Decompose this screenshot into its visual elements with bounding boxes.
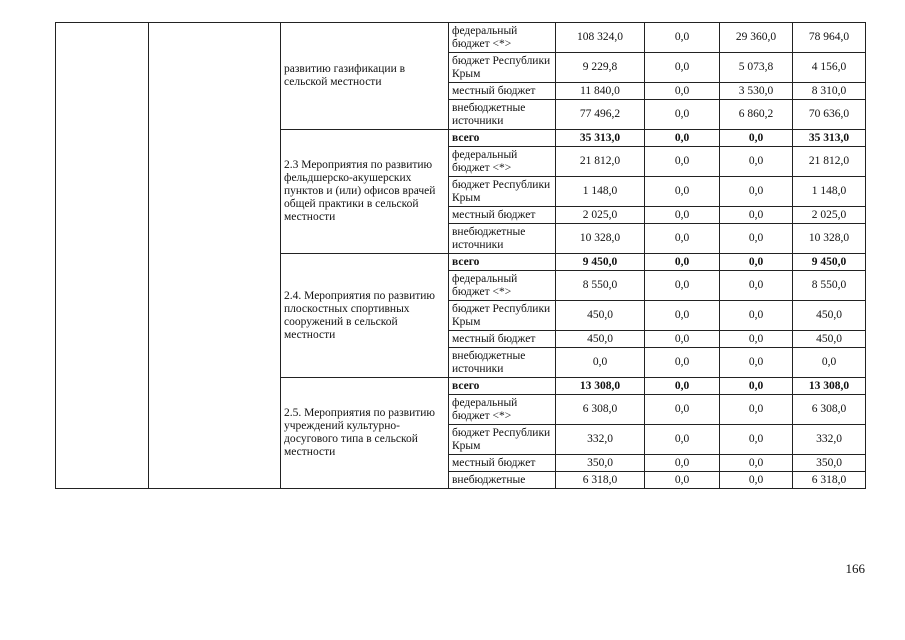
funding-source: местный бюджет	[449, 207, 556, 224]
amount-cell: 78 964,0	[793, 23, 866, 53]
funding-source: местный бюджет	[449, 455, 556, 472]
amount-cell: 0,0	[645, 301, 720, 331]
program-name: 2.5. Мероприятия по развитию учреждений культурно-досугового типа в сельской местности	[281, 378, 449, 489]
amount-cell: 0,0	[645, 331, 720, 348]
amount-cell: 0,0	[645, 100, 720, 130]
amount-cell: 10 328,0	[556, 224, 645, 254]
amount-cell: 0,0	[645, 378, 720, 395]
amount-cell: 0,0	[645, 455, 720, 472]
amount-cell: 108 324,0	[556, 23, 645, 53]
funding-source: федеральный бюджет <*>	[449, 23, 556, 53]
blank-col-1	[56, 23, 149, 489]
amount-cell: 0,0	[720, 331, 793, 348]
amount-cell: 0,0	[720, 271, 793, 301]
amount-cell: 0,0	[720, 348, 793, 378]
amount-cell: 21 812,0	[556, 147, 645, 177]
amount-cell: 0,0	[720, 395, 793, 425]
amount-cell: 0,0	[645, 207, 720, 224]
amount-cell: 8 310,0	[793, 83, 866, 100]
amount-cell: 0,0	[645, 395, 720, 425]
amount-cell: 6 308,0	[793, 395, 866, 425]
amount-cell: 0,0	[645, 177, 720, 207]
amount-cell: 0,0	[556, 348, 645, 378]
amount-cell: 0,0	[720, 130, 793, 147]
amount-cell: 6 860,2	[720, 100, 793, 130]
amount-cell: 0,0	[645, 147, 720, 177]
amount-cell: 0,0	[720, 254, 793, 271]
amount-cell: 450,0	[793, 331, 866, 348]
amount-cell: 35 313,0	[793, 130, 866, 147]
amount-cell: 0,0	[720, 177, 793, 207]
amount-cell: 0,0	[720, 472, 793, 489]
amount-cell: 0,0	[645, 130, 720, 147]
amount-cell: 10 328,0	[793, 224, 866, 254]
amount-cell: 9 229,8	[556, 53, 645, 83]
amount-cell: 0,0	[645, 425, 720, 455]
funding-source: федеральный бюджет <*>	[449, 271, 556, 301]
amount-cell: 0,0	[720, 425, 793, 455]
funding-source: бюджет Республики Крым	[449, 177, 556, 207]
amount-cell: 350,0	[793, 455, 866, 472]
funding-source: всего	[449, 254, 556, 271]
program-name: 2.4. Мероприятия по развитию плоскостных спортивных сооружений в сельской местности	[281, 254, 449, 378]
amount-cell: 0,0	[645, 53, 720, 83]
amount-cell: 8 550,0	[556, 271, 645, 301]
funding-source: внебюджетные источники	[449, 348, 556, 378]
amount-cell: 70 636,0	[793, 100, 866, 130]
amount-cell: 0,0	[645, 83, 720, 100]
amount-cell: 332,0	[556, 425, 645, 455]
amount-cell: 3 530,0	[720, 83, 793, 100]
funding-source: местный бюджет	[449, 83, 556, 100]
amount-cell: 0,0	[645, 224, 720, 254]
amount-cell: 77 496,2	[556, 100, 645, 130]
blank-col-2	[149, 23, 281, 489]
funding-source: всего	[449, 378, 556, 395]
amount-cell: 21 812,0	[793, 147, 866, 177]
amount-cell: 29 360,0	[720, 23, 793, 53]
amount-cell: 8 550,0	[793, 271, 866, 301]
amount-cell: 450,0	[793, 301, 866, 331]
amount-cell: 1 148,0	[556, 177, 645, 207]
amount-cell: 0,0	[645, 23, 720, 53]
funding-source: внебюджетные	[449, 472, 556, 489]
budget-table	[55, 22, 866, 489]
amount-cell: 0,0	[720, 224, 793, 254]
amount-cell: 0,0	[645, 348, 720, 378]
funding-source: внебюджетные источники	[449, 100, 556, 130]
amount-cell: 332,0	[793, 425, 866, 455]
program-name: 2.3 Мероприятия по развитию фельдшерско-акушерских пунктов и (или) офисов врачей общей практики в сельской местности	[281, 130, 449, 254]
amount-cell: 450,0	[556, 331, 645, 348]
amount-cell: 0,0	[720, 207, 793, 224]
amount-cell: 350,0	[556, 455, 645, 472]
amount-cell: 35 313,0	[556, 130, 645, 147]
table-body	[56, 23, 866, 489]
amount-cell: 6 308,0	[556, 395, 645, 425]
amount-cell: 6 318,0	[556, 472, 645, 489]
amount-cell: 9 450,0	[556, 254, 645, 271]
funding-source: бюджет Республики Крым	[449, 301, 556, 331]
amount-cell: 13 308,0	[556, 378, 645, 395]
funding-source: местный бюджет	[449, 331, 556, 348]
amount-cell: 2 025,0	[793, 207, 866, 224]
funding-source: федеральный бюджет <*>	[449, 395, 556, 425]
amount-cell: 0,0	[793, 348, 866, 378]
amount-cell: 0,0	[720, 378, 793, 395]
funding-source: всего	[449, 130, 556, 147]
amount-cell: 1 148,0	[793, 177, 866, 207]
amount-cell: 0,0	[720, 147, 793, 177]
amount-cell: 0,0	[645, 254, 720, 271]
amount-cell: 0,0	[720, 455, 793, 472]
amount-cell: 0,0	[645, 271, 720, 301]
funding-source: внебюджетные источники	[449, 224, 556, 254]
funding-source: бюджет Республики Крым	[449, 53, 556, 83]
amount-cell: 450,0	[556, 301, 645, 331]
amount-cell: 0,0	[720, 301, 793, 331]
funding-source: федеральный бюджет <*>	[449, 147, 556, 177]
amount-cell: 0,0	[645, 472, 720, 489]
table-row	[56, 23, 866, 53]
amount-cell: 13 308,0	[793, 378, 866, 395]
amount-cell: 11 840,0	[556, 83, 645, 100]
funding-source: бюджет Республики Крым	[449, 425, 556, 455]
amount-cell: 6 318,0	[793, 472, 866, 489]
page-number: 166	[845, 561, 865, 576]
amount-cell: 9 450,0	[793, 254, 866, 271]
amount-cell: 4 156,0	[793, 53, 866, 83]
amount-cell: 5 073,8	[720, 53, 793, 83]
program-name: развитию газификации в сельской местности	[281, 23, 449, 130]
amount-cell: 2 025,0	[556, 207, 645, 224]
